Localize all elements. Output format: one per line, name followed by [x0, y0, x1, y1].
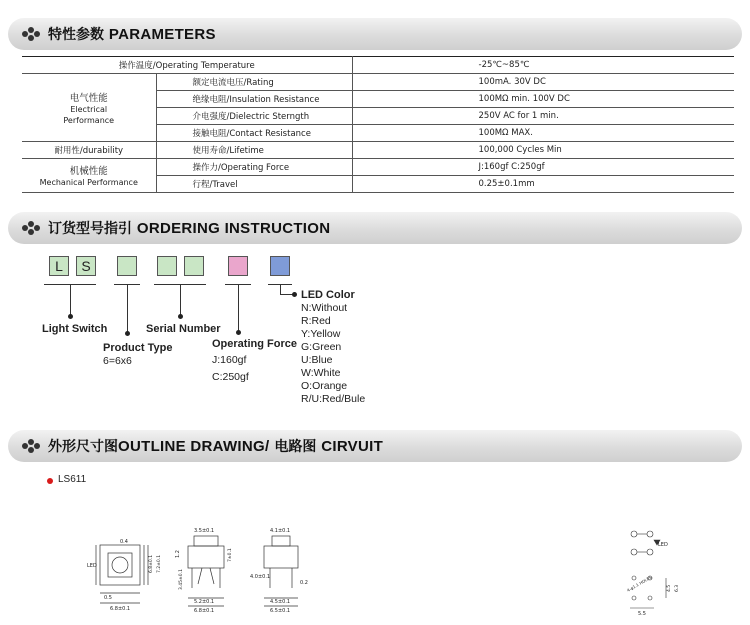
dim-label: 4.5	[667, 584, 672, 592]
dim-label: 6.5±0.1	[270, 608, 291, 614]
bullet-dots-icon	[22, 439, 40, 453]
bullet-dots-icon	[22, 221, 40, 235]
ordering-title: 订货型号指引 ORDERING INSTRUCTION	[48, 220, 331, 237]
led-color-title: LED Color	[301, 289, 355, 301]
rating-label: 额定电流电压/Rating	[156, 74, 352, 91]
outline-title: 外形尺寸图OUTLINE DRAWING/ 电路图 CIRVUIT	[48, 438, 384, 455]
parameters-section-bar	[8, 18, 742, 50]
model-label: LS611	[58, 474, 87, 485]
light-switch-label: Light Switch	[42, 323, 108, 335]
led-option: Y:Yellow	[301, 328, 341, 340]
operating-temperature-label: 操作温度/Operating Temperature	[22, 57, 352, 74]
dim-label: LED	[658, 542, 668, 548]
dim-label: 7.2±0.1	[157, 554, 162, 573]
front-view-drawing	[176, 524, 236, 616]
led-option: R:Red	[301, 315, 331, 327]
side-view-drawing	[250, 524, 312, 616]
led-color-options	[301, 302, 365, 406]
operating-force-label: 操作力/Operating Force	[156, 159, 352, 176]
dielectric-value: 250V AC for 1 min.	[352, 108, 734, 125]
mechanical-category: 机械性能 Mechanical Performance	[22, 159, 156, 193]
box-l: L	[49, 256, 69, 276]
parameters-table	[22, 56, 734, 193]
contact-resistance-label: 接触电阻/Contact Resistance	[156, 125, 352, 142]
table-row	[22, 142, 734, 159]
box-operating-force	[228, 256, 248, 276]
operating-force-value: J:160gf C:250gf	[352, 159, 734, 176]
dim-label: 6.8±0.1	[194, 608, 215, 614]
led-option: U:Blue	[301, 354, 333, 366]
led-option: N:Without	[301, 302, 348, 314]
dim-label: 4-φ1.1 HOLES	[626, 574, 653, 593]
serial-number-label: Serial Number	[146, 323, 221, 335]
dim-label: 4.1±0.1	[270, 528, 291, 534]
operating-temperature-value: -25℃~85℃	[352, 57, 734, 74]
dim-label: 7±0.1	[228, 548, 233, 562]
bullet-dots-icon	[22, 27, 40, 41]
lifetime-value: 100,000 Cycles Min	[352, 142, 734, 159]
box-s: S	[76, 256, 96, 276]
product-type-label: Product Type	[103, 342, 173, 354]
dim-label: 6.8±0.1	[110, 606, 131, 612]
led-option: R/U:Red/Bule	[301, 393, 366, 405]
force-j: J:160gf	[212, 354, 247, 366]
dim-label: LED	[87, 563, 97, 569]
parameters-title: 特性参数 PARAMETERS	[48, 26, 216, 43]
dim-label: 5.5	[638, 611, 646, 617]
electrical-category: 电气性能 Electrical Performance	[22, 74, 156, 142]
force-c: C:250gf	[212, 371, 249, 383]
contact-resistance-value: 100MΩ MAX.	[352, 125, 734, 142]
table-row	[22, 159, 734, 176]
dim-label: 0.4	[120, 539, 128, 545]
led-option: O:Orange	[301, 380, 348, 392]
box-product-type	[117, 256, 137, 276]
dim-label: 6.8±0.1	[149, 554, 154, 573]
top-view-drawing	[82, 533, 172, 623]
led-option: W:White	[301, 367, 341, 379]
box-led-color	[270, 256, 290, 276]
operating-force-title: Operating Force	[212, 338, 297, 350]
dim-label: 0.2	[300, 580, 308, 586]
rating-value: 100mA. 30V DC	[352, 74, 734, 91]
dim-label: 4.0±0.1	[250, 574, 271, 580]
dim-label: 0.5	[104, 595, 112, 601]
insulation-value: 100MΩ min. 100V DC	[352, 91, 734, 108]
dim-label: 5.2±0.1	[194, 599, 215, 605]
bullet-red-icon	[47, 478, 53, 484]
circuit-drawing	[624, 526, 684, 618]
travel-label: 行程/Travel	[156, 176, 352, 193]
outline-section-bar	[8, 430, 742, 462]
table-row	[22, 74, 734, 91]
dim-label: 1.2	[175, 550, 181, 558]
travel-value: 0.25±0.1mm	[352, 176, 734, 193]
ordering-section-bar	[8, 212, 742, 244]
dim-label: 4.5±0.1	[270, 599, 291, 605]
dim-label: 3.45±0.1	[179, 569, 184, 590]
box-serial-2	[184, 256, 204, 276]
dielectric-label: 介电强度/Dielectric Sterngth	[156, 108, 352, 125]
dim-label: 6.3	[675, 584, 680, 592]
lifetime-label: 使用寿命/Lifetime	[156, 142, 352, 159]
durability-category: 耐用性/durability	[22, 142, 156, 159]
box-serial-1	[157, 256, 177, 276]
dim-label: 3.5±0.1	[194, 528, 215, 534]
product-type-value: 6=6x6	[103, 355, 132, 367]
table-row	[22, 57, 734, 74]
insulation-label: 绝缘电阻/Insulation Resistance	[156, 91, 352, 108]
led-option: G:Green	[301, 341, 342, 353]
